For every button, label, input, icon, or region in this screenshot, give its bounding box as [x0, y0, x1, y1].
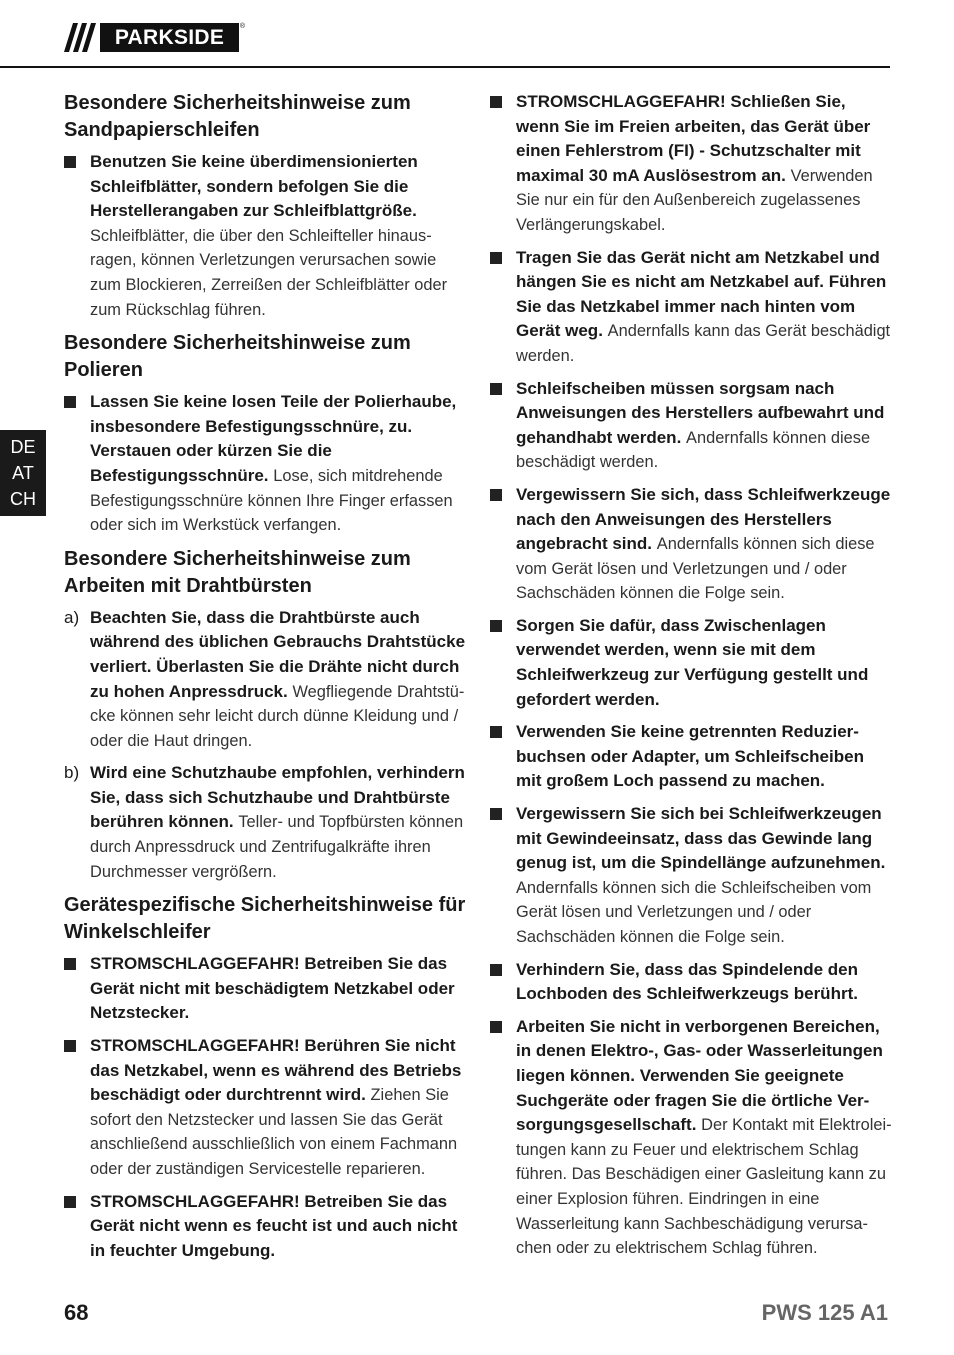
section: [64, 90, 466, 322]
item-normal-text: Andernfalls können sich diese vom Gerät lösen und Verletzungen und / oder Sachschäden können die Folge sein.: [516, 535, 875, 603]
item-bold-text: Sorgen Sie dafür, dass Zwischenlagen verwendet werden, wenn sie mit dem Schleifwerkzeug zur Verfügung gestellt und gefordert werden.: [516, 615, 869, 709]
list-item: [490, 720, 892, 794]
list-item: [490, 958, 892, 1007]
item-text: [90, 150, 466, 322]
header-divider: [0, 66, 890, 68]
item-text: [90, 761, 466, 884]
item-normal-text: Andernfalls kann das Gerät beschädigt werden.: [516, 322, 891, 365]
registered-mark: ®: [239, 23, 245, 30]
bullet-square-icon: [490, 964, 502, 976]
lang-de: DE: [10, 437, 36, 457]
item-bold-text: Schleifscheiben müssen sorgsam nach Anweisungen des Herstellers aufbewahrt und gehandhabt werden.: [516, 378, 885, 447]
item-bold-text: Lassen Sie keine losen Teile der Polierhaube, insbesondere Befestigungsschnüre, zu. Verstauen oder kürzen Sie die Befestigungsschnüre.: [90, 392, 457, 485]
item-text: [90, 952, 466, 1026]
item-bold-text: Wird eine Schutzhaube empfohlen, verhindern Sie, dass sich Schutzhaube und Drahtbürste berühren können.: [90, 763, 465, 832]
item-text: [90, 1190, 466, 1264]
item-text: [516, 802, 892, 950]
bullet-square-icon: [490, 96, 502, 108]
list-item: [490, 377, 892, 475]
item-text: [516, 90, 892, 238]
list-item: [64, 1190, 466, 1264]
lang-at: AT: [12, 463, 34, 483]
item-bold-text: Vergewissern Sie sich, dass Schleifwerkzeuge nach den Anweisungen des Herstellers angebracht sind.: [516, 484, 891, 554]
bullet-square-icon: [490, 252, 502, 264]
lang-ch: CH: [10, 489, 36, 509]
square-bullet-icon: [490, 720, 516, 794]
item-text: [516, 1015, 892, 1261]
right-column: [490, 90, 892, 1269]
model-number: PWS 125 A1: [761, 1300, 888, 1325]
item-bold-text: Vergewissern Sie sich bei Schleifwerkzeugen mit Gewindeeinsatz, dass das Gewinde lang genug ist, um die Spindellänge aufzunehmen.: [516, 804, 886, 873]
page-number: 68: [64, 1300, 89, 1325]
item-normal-text: Lose, sich mitdrehende Befestigungsschnüre können Ihre Finger erfassen oder sich im Werkstück verfangen.: [90, 466, 453, 535]
section-heading: Besondere Sicherheitshinweise zum Polieren: [64, 332, 411, 382]
item-normal-text: Der Kontakt mit Elektroleitungen kann zu Feuer und elektrischem Schlag führen. Das Beschädigen einer Gasleitung kann zu einer Explosion führen. Eindringen in eine Wasserleitung kann Sachbeschädigung verursachen oder zu elektrischem Schlag führen.: [516, 1116, 892, 1258]
bullet-square-icon: [490, 489, 502, 501]
list-item: [64, 150, 466, 322]
square-bullet-icon: [490, 90, 516, 238]
section: [64, 892, 466, 1263]
item-text: [516, 377, 892, 475]
item-bold-text: STROMSCHLAGGEFAHR! Betreiben Sie das Gerät nicht wenn es feucht ist und auch nicht in feuchter Umgebung.: [90, 1191, 458, 1260]
square-bullet-icon: [490, 483, 516, 606]
list-item: [64, 390, 466, 538]
square-bullet-icon: [64, 952, 90, 1026]
item-bold-text: Arbeiten Sie nicht in verborgenen Bereichen, in denen Elektro-, Gas- oder Wasserleitungen liegen können. Verwenden Sie geeignete Suchgeräte oder fragen Sie die örtliche Versorgungsgesellschaft.: [516, 1016, 883, 1135]
list-item: [64, 761, 466, 884]
bullet-square-icon: [64, 156, 76, 168]
list-item: [490, 246, 892, 369]
item-text: [90, 606, 466, 754]
item-normal-text: Andernfalls können diese beschädigt werden.: [516, 428, 871, 472]
square-bullet-icon: [490, 246, 516, 369]
bullet-square-icon: [490, 1021, 502, 1033]
item-bold-text: STROMSCHLAGGEFAHR! Betreiben Sie das Gerät nicht mit beschädigtem Netzkabel oder Netzstecker.: [90, 954, 455, 1023]
bullet-square-icon: [490, 726, 502, 738]
item-normal-text: Andernfalls können sich die Schleifscheiben vom Gerät lösen und Verletzungen und / oder Sachschäden können die Folge sein.: [516, 878, 872, 946]
item-bold-text: Verhindern Sie, dass das Spindelende den Lochboden des Schleifwerkzeugs berührt.: [516, 959, 858, 1004]
list-item: [490, 90, 892, 238]
item-normal-text: Wegfliegende Drahtstücke können sehr leicht durch dünne Kleidung und / oder die Haut dringen.: [90, 682, 465, 750]
section: [64, 330, 466, 538]
section: [64, 546, 466, 885]
square-bullet-icon: [490, 1015, 516, 1261]
section-heading: Besondere Sicherheitshinweise zum Arbeiten mit Drahtbürsten: [64, 547, 411, 597]
item-normal-text: Verwenden Sie nur ein für den Außenbereich zugelassenes Verlängerungskabel.: [516, 166, 873, 234]
list-item: [64, 952, 466, 1026]
list-item: [490, 1015, 892, 1261]
square-bullet-icon: [64, 1034, 90, 1182]
square-bullet-icon: [490, 614, 516, 712]
list-marker: b): [64, 763, 80, 783]
brand-name: PARKSIDE: [100, 23, 239, 52]
brand-logo: [64, 23, 245, 52]
bullet-square-icon: [64, 1040, 76, 1052]
item-bold-text: STROMSCHLAGGEFAHR! Berühren Sie nicht das Netzkabel, wenn es während des Betriebs beschädigt oder durchtrennt wird.: [90, 1036, 462, 1105]
bullet-square-icon: [490, 808, 502, 820]
square-bullet-icon: [64, 1190, 90, 1264]
bullet-square-icon: [64, 396, 76, 408]
item-text: [516, 483, 892, 606]
item-normal-text: Schleifblätter, die über den Schleifteller hinausragen, können Verletzungen verursachen sowie zum Blockieren, Zerreißen der Schleifblätter oder zum Rückschlag führen.: [90, 226, 448, 319]
item-text: [516, 614, 892, 712]
item-normal-text: Ziehen Sie sofort den Netzstecker und lassen Sie das Gerät anschließend ausschließlich von einem Fachmann oder der zuständigen Servicestelle reparieren.: [90, 1086, 458, 1178]
square-bullet-icon: [490, 958, 516, 1007]
item-normal-text: Teller- und Topfbürsten können durch Anpressdruck und Zentrifugalkräfte ihren Durchmesser vergrößern.: [90, 813, 464, 881]
item-text: [516, 246, 892, 369]
list-item: [490, 802, 892, 950]
item-text: [90, 1034, 466, 1182]
square-bullet-icon: [490, 377, 516, 475]
bullet-square-icon: [64, 1196, 76, 1208]
list-item: [490, 614, 892, 712]
item-bold-text: Tragen Sie das Gerät nicht am Netzkabel und hängen Sie es nicht am Netzkabel auf. Führen Sie das Netzkabel immer nach hinten vom Gerät weg.: [516, 247, 887, 341]
list-marker: a): [64, 607, 80, 627]
left-column: [64, 90, 466, 1271]
section-heading: Besondere Sicherheitshinweise zum Sandpapierschleifen: [64, 92, 411, 141]
item-bold-text: STROMSCHLAGGEFAHR! Schließen Sie, wenn Sie im Freien arbeiten, das Gerät über einen Fehlerstrom (FI) - Schutzschalter mit maximal 30 mA Auslösestrom an.: [516, 92, 871, 185]
section-heading: Gerätespezifische Sicherheitshinweise für Winkelschleifer: [64, 894, 466, 944]
square-bullet-icon: [490, 802, 516, 950]
item-bold-text: Benutzen Sie keine überdimensionierten Schleifblätter, sondern befolgen Sie die Herstellerangaben zur Schleifblattgröße.: [90, 152, 418, 221]
bullet-square-icon: [64, 958, 76, 970]
list-item: [64, 606, 466, 754]
bullet-square-icon: [490, 383, 502, 395]
item-text: [516, 958, 892, 1007]
square-bullet-icon: [64, 150, 90, 322]
logo-slashes-icon: [64, 23, 98, 52]
list-item: [64, 1034, 466, 1182]
list-item: [490, 483, 892, 606]
language-tab: [0, 430, 46, 516]
item-text: [90, 390, 466, 538]
item-text: [516, 720, 892, 794]
item-bold-text: Verwenden Sie keine getrennten Reduzierbuchsen oder Adapter, um Schleifscheiben mit großem Loch passend zu machen.: [516, 722, 864, 791]
item-bold-text: Beachten Sie, dass die Drahtbürste auch während des üblichen Gebrauchs Drahtstücke verliert. Überlasten Sie die Drähte nicht durch zu hohen Anpressdruck.: [90, 607, 466, 701]
square-bullet-icon: [64, 390, 90, 538]
bullet-square-icon: [490, 620, 502, 632]
